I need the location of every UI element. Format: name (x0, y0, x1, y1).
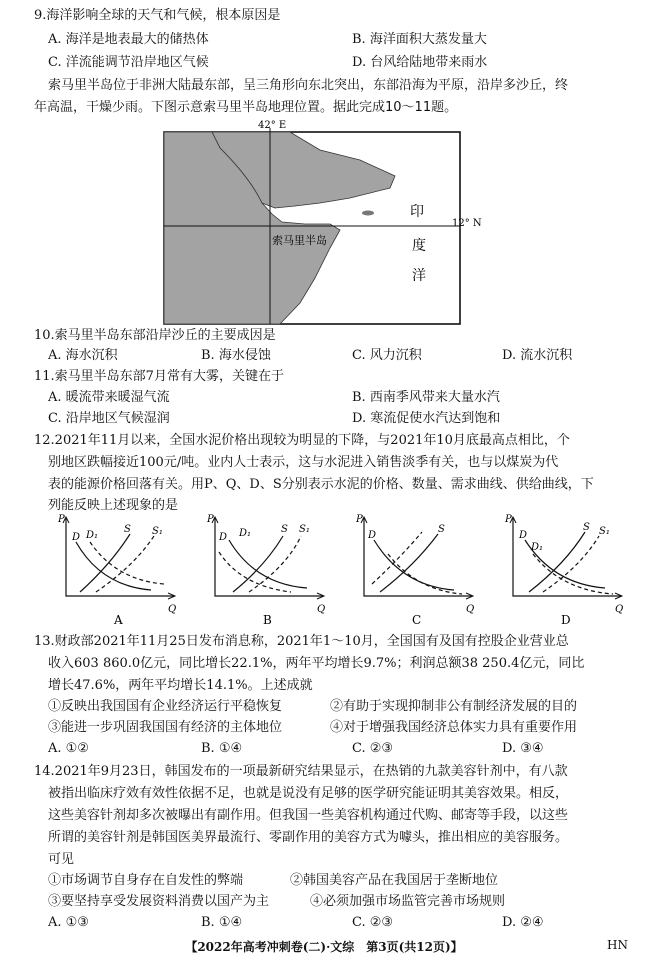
graph-c-p: P (356, 514, 363, 525)
graph-a-letter: A (114, 613, 123, 626)
q9-option-b: B. 海洋面积大蒸发量大 (352, 32, 487, 47)
graph-a-d1: D₁ (86, 530, 99, 541)
graph-d-s: S (583, 522, 590, 533)
graph-c-d: D (368, 530, 377, 541)
q11-option-d: D. 寒流促使水汽达到饱和 (352, 411, 501, 426)
q11-option-b: B. 西南季风带来大量水汽 (352, 390, 500, 405)
graph-b-s1: S₁ (299, 524, 310, 535)
page-footer: 【2022年高考冲刺卷(二)·文综 第3页(共12页)】 (185, 940, 463, 954)
graph-b-d1: D₁ (239, 528, 252, 539)
q13-option-b: B. ①④ (201, 741, 243, 756)
passage-line-2: 年高温，干燥少雨。下图示意索马里半岛地理位置。据此完成10～11题。 (34, 100, 458, 115)
graph-a-s: S (124, 524, 131, 535)
q14-option-c: C. ②③ (352, 915, 394, 930)
peninsula-label: 索马里半岛 (272, 234, 327, 247)
graph-d-q: Q (615, 604, 624, 615)
q14-line-4: 所谓的美容针剂是韩国医美界最流行、零副作用的美容方式为噱头，推出相应的美容服务。 (48, 830, 569, 845)
graph-c-s: S (438, 524, 445, 535)
graph-b-p: P (207, 514, 214, 525)
q10-option-c: C. 风力沉积 (352, 348, 422, 363)
ocean-char-3: 洋 (412, 268, 426, 284)
q13-statement-1: ①反映出我国国有企业经济运行平稳恢复 (48, 699, 283, 714)
q9-option-c: C. 洋流能调节沿岸地区气候 (48, 55, 209, 70)
q13-option-c: C. ②③ (352, 741, 394, 756)
q12-line-3: 表的能源价格回落有关。用P、Q、D、S分别表示水泥的价格、数量、需求曲线、供给曲线，下 (48, 477, 594, 492)
lat-label: 12° N (452, 218, 482, 229)
graph-a-d: D (72, 532, 81, 543)
ocean-char-2: 度 (412, 238, 426, 254)
q11-option-c: C. 沿岸地区气候湿润 (48, 411, 170, 426)
q14-statement-1: ①市场调节自身存在自发性的弊端 (48, 873, 244, 888)
island (362, 211, 374, 216)
graph-d-d1: D₁ (531, 542, 544, 553)
graph-c-letter: C (412, 613, 422, 626)
lon-label: 42° E (258, 120, 287, 131)
graph-d-p: P (505, 514, 512, 525)
graph-d-s1: S₁ (599, 526, 610, 537)
q14-line-2: 被指出临床疗效有效性依据不足，也就是说没有足够的医学研究能证明其美容效果。相反， (48, 786, 569, 801)
q14-line-1: 14.2021年9月23日，韩国发布的一项最新研究结果显示，在热销的九款美容针剂中，有八款 (34, 764, 568, 779)
q14-statement-4: ④必须加强市场监管完善市场规则 (310, 894, 506, 909)
graph-b-d: D (219, 532, 228, 543)
graph-d-letter: D (561, 613, 571, 626)
q12-line-4: 列能反映上述现象的是 (48, 498, 179, 513)
graph-a (56, 514, 181, 626)
graph-a-q: Q (168, 604, 177, 615)
q14-option-d: D. ②④ (502, 915, 544, 930)
q13-statement-2: ②有助于实现抑制非公有制经济发展的目的 (330, 699, 578, 714)
graph-b-q: Q (317, 604, 326, 615)
graph-d (503, 514, 628, 626)
q14-statement-3: ③要坚持享受发展资料消费以国产为主 (48, 894, 270, 909)
graph-a-p: P (58, 514, 65, 525)
graph-b-s: S (281, 524, 288, 535)
q12-line-1: 12.2021年11月以来，全国水泥价格出现较为明显的下降，与2021年10月底最高点相比，个 (34, 433, 570, 448)
q13-statement-4: ④对于增强我国经济总体实力具有重要作用 (330, 720, 578, 735)
passage-line-1: 索马里半岛位于非洲大陆最东部，呈三角形向东北突出，东部沿海为平原，沿岸多沙丘，终 (48, 78, 569, 93)
q10-option-b: B. 海水侵蚀 (201, 348, 271, 363)
q13-statement-3: ③能进一步巩固我国国有经济的主体地位 (48, 720, 283, 735)
q13-line-1: 13.财政部2021年11月25日发布消息称，2021年1～10月，全国国有及国有控股企业营业总 (34, 634, 569, 649)
q13-line-2: 收入603 860.0亿元，同比增长22.1%，两年平均增长9.7%；利润总额38 250.4亿元，同比 (48, 656, 585, 671)
q11-stem: 11.索马里半岛东部7月常有大雾，关键在于 (34, 369, 284, 384)
q10-option-d: D. 流水沉积 (502, 348, 573, 363)
q9-stem: 9.海洋影响全球的天气和气候，根本原因是 (34, 8, 281, 23)
q14-line-5: 可见 (48, 852, 75, 867)
q14-option-b: B. ①④ (201, 915, 243, 930)
q13-line-3: 增长47.6%，两年平均增长14.1%。上述成就 (48, 678, 313, 693)
q11-option-a: A. 暖流带来暖湿气流 (48, 390, 170, 405)
q10-option-a: A. 海水沉积 (48, 348, 118, 363)
graph-c (354, 514, 479, 626)
graph-d-d: D (519, 530, 528, 541)
graph-c-q: Q (466, 604, 475, 615)
graph-b (205, 514, 330, 626)
q9-option-d: D. 台风给陆地带来雨水 (352, 55, 488, 70)
q10-stem: 10.索马里半岛东部沿岸沙丘的主要成因是 (34, 328, 276, 343)
region-code: HN (607, 938, 628, 952)
q12-line-2: 别地区跌幅接近100元/吨。业内人士表示，这与水泥进入销售淡季有关，也与以煤炭为代 (48, 455, 559, 470)
q14-option-a: A. ①③ (48, 915, 89, 930)
q13-option-d: D. ③④ (502, 741, 544, 756)
ocean-char-1: 印 (410, 204, 424, 220)
graph-b-letter: B (263, 613, 272, 626)
q14-line-3: 这些美容针剂却多次被曝出有副作用。但我国一些美容机构通过代购、邮寄等手段，以这些 (48, 808, 569, 823)
q14-statement-2: ②韩国美容产品在我国居于垄断地位 (290, 873, 499, 888)
q9-option-a: A. 海洋是地表最大的储热体 (48, 32, 209, 47)
somalia-map (150, 118, 500, 328)
graph-a-s1: S₁ (152, 526, 163, 537)
q13-option-a: A. ①② (48, 741, 89, 756)
